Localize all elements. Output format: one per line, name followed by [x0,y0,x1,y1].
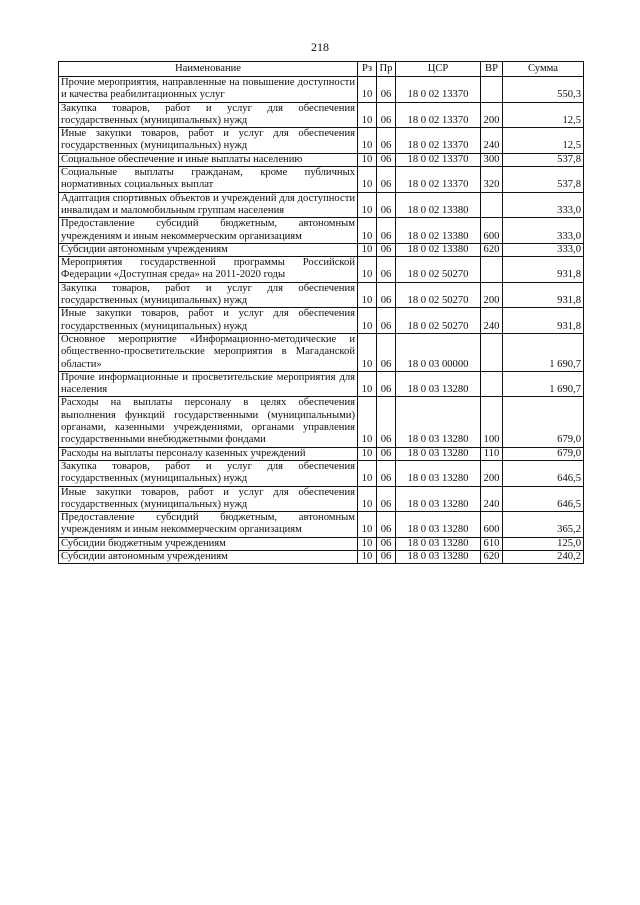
header-sum: Сумма [503,62,584,77]
cell-pr: 06 [377,282,396,308]
header-name: Наименование [59,62,358,77]
cell-csr: 18 0 02 13380 [396,243,481,256]
cell-rz: 10 [358,218,377,244]
header-rz: Рз [358,62,377,77]
cell-name: Прочие мероприятия, направленные на повышение доступности и качества реабилитационных услуг [59,77,358,103]
cell-sum: 333,0 [503,218,584,244]
cell-sum: 537,8 [503,167,584,193]
table-row [59,460,584,486]
cell-vr: 240 [481,486,503,512]
cell-name: Закупка товаров, работ и услуг для обеспечения государственных (муниципальных) нужд [59,282,358,308]
cell-vr: 200 [481,102,503,128]
cell-vr [481,192,503,218]
cell-csr: 18 0 03 13280 [396,460,481,486]
cell-csr: 18 0 03 13280 [396,537,481,550]
cell-name: Адаптация спортивных объектов и учреждений для доступности инвалидам и маломобильным группам населения [59,192,358,218]
cell-pr: 06 [377,257,396,283]
cell-csr: 18 0 03 13280 [396,371,481,397]
cell-pr: 06 [377,77,396,103]
table-row [59,167,584,193]
table-row [59,282,584,308]
cell-csr: 18 0 02 13370 [396,167,481,193]
cell-pr: 06 [377,308,396,334]
cell-sum: 12,5 [503,128,584,154]
cell-sum: 646,5 [503,460,584,486]
cell-pr: 06 [377,153,396,166]
cell-csr: 18 0 03 00000 [396,333,481,371]
cell-vr [481,77,503,103]
cell-vr [481,333,503,371]
cell-vr: 240 [481,308,503,334]
cell-name: Предоставление субсидий бюджетным, автономным учреждениям и иным некоммерческим организациям [59,218,358,244]
table-row [59,537,584,550]
cell-vr: 600 [481,218,503,244]
cell-sum: 646,5 [503,486,584,512]
cell-vr [481,371,503,397]
cell-rz: 10 [358,77,377,103]
cell-pr: 06 [377,512,396,538]
cell-sum: 1 690,7 [503,371,584,397]
cell-name: Предоставление субсидий бюджетным, автономным учреждениям и иным некоммерческим организациям [59,512,358,538]
cell-vr: 320 [481,167,503,193]
table-row [59,371,584,397]
cell-name: Расходы на выплаты персоналу в целях обеспечения выполнения функций государственными (муниципальными) органами, казенными учреждениями, органами управления государственными внебюджетными фондами [59,397,358,447]
table-header-row [59,62,584,77]
table-row [59,550,584,563]
cell-name: Субсидии автономным учреждениям [59,243,358,256]
cell-sum: 365,2 [503,512,584,538]
cell-rz: 10 [358,512,377,538]
cell-name: Социальное обеспечение и иные выплаты населению [59,153,358,166]
cell-csr: 18 0 02 13380 [396,192,481,218]
cell-name: Иные закупки товаров, работ и услуг для обеспечения государственных (муниципальных) нужд [59,128,358,154]
cell-name: Расходы на выплаты персоналу казенных учреждений [59,447,358,460]
cell-name: Субсидии бюджетным учреждениям [59,537,358,550]
table-row [59,128,584,154]
cell-pr: 06 [377,537,396,550]
cell-pr: 06 [377,486,396,512]
cell-name: Мероприятия государственной программы Российской Федерации «Доступная среда» на 2011-2020 годы [59,257,358,283]
table-row [59,218,584,244]
cell-name: Иные закупки товаров, работ и услуг для обеспечения государственных (муниципальных) нужд [59,308,358,334]
table-row [59,447,584,460]
cell-rz: 10 [358,333,377,371]
cell-rz: 10 [358,460,377,486]
cell-name: Иные закупки товаров, работ и услуг для обеспечения государственных (муниципальных) нужд [59,486,358,512]
header-pr: Пр [377,62,396,77]
cell-csr: 18 0 03 13280 [396,550,481,563]
cell-csr: 18 0 03 13280 [396,397,481,447]
cell-rz: 10 [358,486,377,512]
cell-csr: 18 0 03 13280 [396,512,481,538]
table-row [59,486,584,512]
cell-rz: 10 [358,243,377,256]
cell-sum: 679,0 [503,397,584,447]
cell-sum: 333,0 [503,243,584,256]
cell-pr: 06 [377,218,396,244]
cell-name: Социальные выплаты гражданам, кроме публичных нормативных социальных выплат [59,167,358,193]
cell-csr: 18 0 02 13370 [396,77,481,103]
cell-pr: 06 [377,371,396,397]
cell-name: Прочие информационные и просветительские мероприятия для населения [59,371,358,397]
cell-rz: 10 [358,167,377,193]
cell-vr: 620 [481,243,503,256]
cell-rz: 10 [358,397,377,447]
cell-rz: 10 [358,257,377,283]
cell-rz: 10 [358,102,377,128]
cell-csr: 18 0 02 13370 [396,102,481,128]
cell-sum: 125,0 [503,537,584,550]
cell-vr: 600 [481,512,503,538]
cell-sum: 931,8 [503,282,584,308]
cell-name: Основное мероприятие «Информационно-методические и общественно-просветительские мероприятия в Магаданской области» [59,333,358,371]
cell-sum: 550,3 [503,77,584,103]
cell-vr: 110 [481,447,503,460]
table-row [59,333,584,371]
budget-table [58,61,584,564]
cell-csr: 18 0 02 13370 [396,128,481,154]
cell-csr: 18 0 03 13280 [396,486,481,512]
cell-vr: 100 [481,397,503,447]
cell-name: Закупка товаров, работ и услуг для обеспечения государственных (муниципальных) нужд [59,102,358,128]
cell-rz: 10 [358,308,377,334]
cell-pr: 06 [377,447,396,460]
cell-sum: 333,0 [503,192,584,218]
cell-rz: 10 [358,153,377,166]
table-row [59,308,584,334]
table-row [59,257,584,283]
cell-rz: 10 [358,447,377,460]
cell-sum: 931,8 [503,257,584,283]
table-row [59,512,584,538]
cell-pr: 06 [377,243,396,256]
cell-sum: 240,2 [503,550,584,563]
cell-pr: 06 [377,128,396,154]
cell-vr: 200 [481,460,503,486]
cell-name: Субсидии автономным учреждениям [59,550,358,563]
header-csr: ЦСР [396,62,481,77]
header-vr: ВР [481,62,503,77]
cell-pr: 06 [377,167,396,193]
table-row [59,102,584,128]
table-row [59,397,584,447]
table-row [59,243,584,256]
cell-rz: 10 [358,282,377,308]
cell-csr: 18 0 03 13280 [396,447,481,460]
cell-sum: 679,0 [503,447,584,460]
cell-vr: 200 [481,282,503,308]
cell-rz: 10 [358,537,377,550]
cell-rz: 10 [358,192,377,218]
cell-sum: 931,8 [503,308,584,334]
cell-vr: 620 [481,550,503,563]
cell-sum: 537,8 [503,153,584,166]
table-row [59,192,584,218]
page-number: 218 [311,40,329,54]
cell-vr [481,257,503,283]
cell-csr: 18 0 02 13370 [396,153,481,166]
table-row [59,77,584,103]
cell-pr: 06 [377,550,396,563]
cell-vr: 240 [481,128,503,154]
cell-csr: 18 0 02 50270 [396,257,481,283]
cell-csr: 18 0 02 50270 [396,308,481,334]
cell-rz: 10 [358,550,377,563]
cell-csr: 18 0 02 50270 [396,282,481,308]
cell-sum: 12,5 [503,102,584,128]
cell-csr: 18 0 02 13380 [396,218,481,244]
cell-name: Закупка товаров, работ и услуг для обеспечения государственных (муниципальных) нужд [59,460,358,486]
table-row [59,153,584,166]
cell-pr: 06 [377,397,396,447]
cell-sum: 1 690,7 [503,333,584,371]
cell-rz: 10 [358,371,377,397]
cell-pr: 06 [377,192,396,218]
cell-pr: 06 [377,333,396,371]
cell-pr: 06 [377,460,396,486]
cell-pr: 06 [377,102,396,128]
cell-vr: 610 [481,537,503,550]
cell-rz: 10 [358,128,377,154]
cell-vr: 300 [481,153,503,166]
